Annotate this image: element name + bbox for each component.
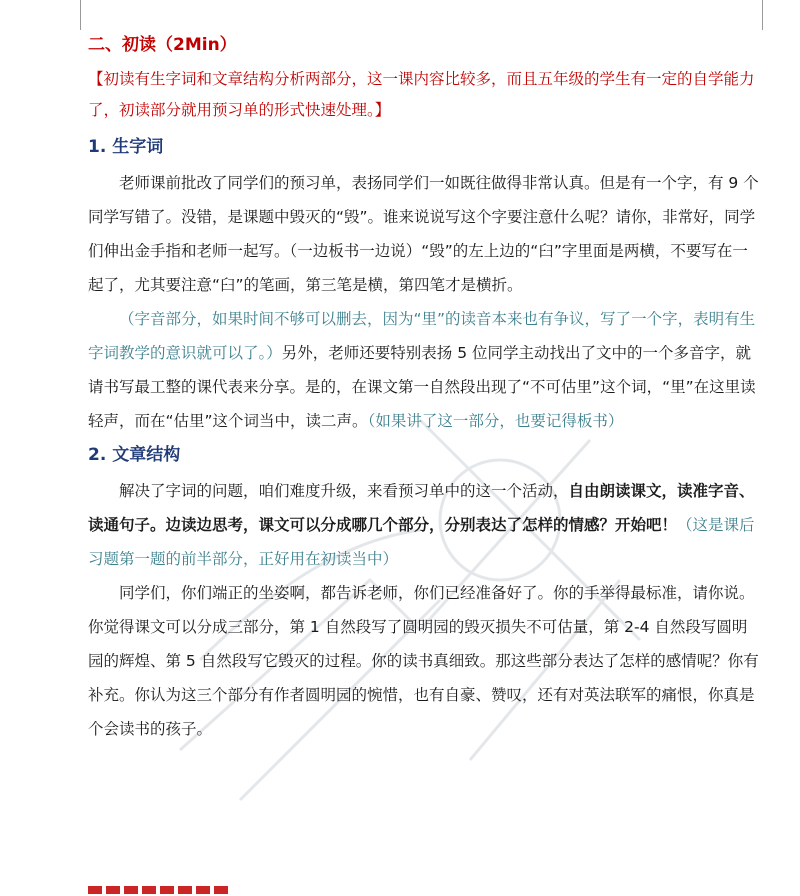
teaching-note-teal-end: （如果讲了这一部分，也要记得板书） xyxy=(367,412,624,430)
document-content xyxy=(88,30,760,746)
teaching-note-teal: （字音部分，如果时间不够可以删去，因为“里”的读音本来也有争议，写了一个字，表明有生字词教学的意识就可以了。） xyxy=(88,310,756,362)
subheading-vocabulary: 1. 生字词 xyxy=(88,137,164,157)
section-heading: 二、初读（2Min） xyxy=(88,35,237,55)
paragraph-vocabulary-2 xyxy=(88,302,760,438)
teaching-note-red: 【初读有生字词和文章结构分析两部分，这一课内容比较多，而且五年级的学生有一定的自学能力了，初读部分就用预习单的形式快速处理。】 xyxy=(88,70,755,119)
paragraph-bold-instruction: 自由朗读课文，读准字音、读通句子。边读边思考，课文可以分成哪几个部分，分别表达了怎样的情感？开始吧！ xyxy=(88,482,755,534)
subheading-structure: 2. 文章结构 xyxy=(88,445,181,465)
teaching-note-teal: （这是课后习题第一题的前半部分，正好用在初读当中） xyxy=(88,516,755,568)
paragraph-vocabulary-1: 老师课前批改了同学们的预习单，表扬同学们一如既往做得非常认真。但是有一个字，有 9 个同学写错了。没错，是课题中毁灭的“毁”。谁来说说写这个字要注意什么呢？请你，非常好，同学们伸出金手指和老师一起写。（一边板书一边说）“毁”的左上边的“臼”字里面是两横，不要写在一起了，尤其要注意“臼”的笔画，第三笔是横，第四笔才是横折。 xyxy=(88,174,759,294)
crop-mark-top-right xyxy=(762,0,763,30)
paragraph-structure-2: 同学们，你们端正的坐姿啊，都告诉老师，你们已经准备好了。你的手举得最标准，请你说。你觉得课文可以分成三部分，第 1 自然段写了圆明园的毁灭损失不可估量，第 2-4 自然段写圆明园的辉煌、第 5 自然段写它毁灭的过程。你的读书真细致。那这些部分表达了怎样的感情呢？你有补充。你认为这三个部分有作者圆明园的惋惜，也有自豪、赞叹，还有对英法联军的痛恨，你真是个会读书的孩子。 xyxy=(88,584,759,738)
paragraph-text: 解决了字词的问题，咱们难度升级，来看预习单中的这一个活动， xyxy=(119,482,569,500)
paragraph-structure-1 xyxy=(88,474,760,576)
crop-mark-top-left xyxy=(80,0,81,30)
cropped-next-heading xyxy=(88,882,248,896)
paragraph-text: 另外，老师还要特别表扬 5 位同学主动找出了文中的一个多音字，就请书写最工整的课代表来分享。是的，在课文第一自然段出现了“不可估里”这个词，“里”在这里读轻声，而在“估里”这个词当中，读二声。 xyxy=(88,344,756,430)
